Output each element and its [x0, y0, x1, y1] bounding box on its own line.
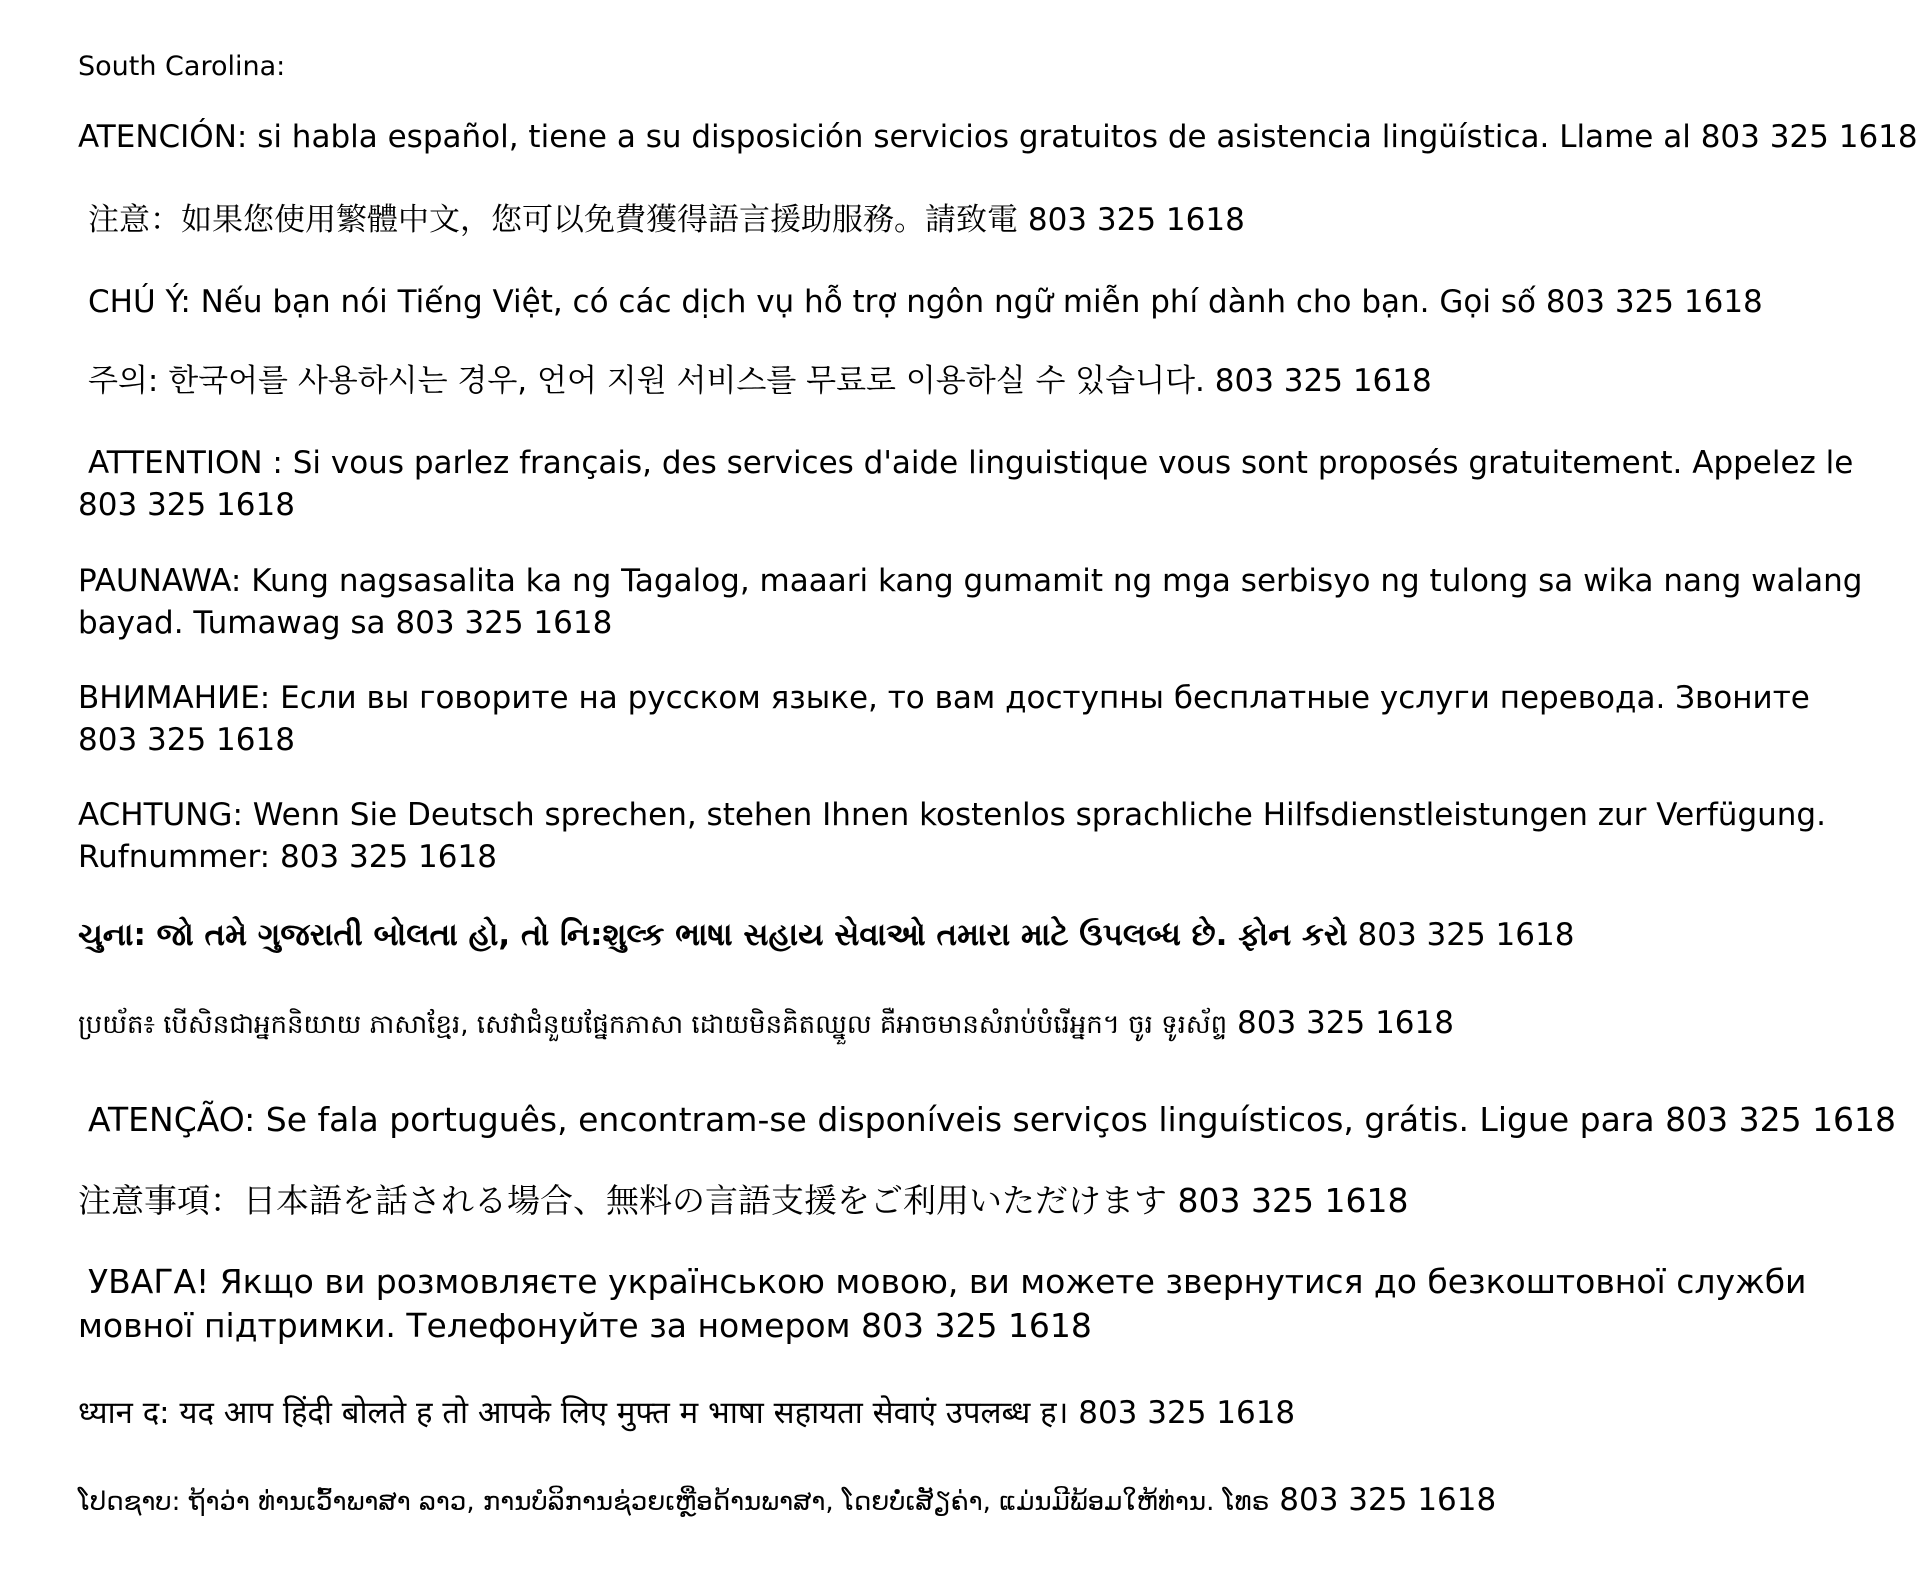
notice-chinese: [78, 199, 1868, 241]
phone-number: 803 325 1618: [78, 487, 295, 523]
notice-text: 주의: 한국어를 사용하시는 경우, 언어 지원 서비스를 무료로 이용하실 수 있습니다.: [88, 363, 1205, 399]
notice-french: [78, 442, 1868, 526]
phone-number: 803 325 1618: [1237, 1005, 1454, 1041]
notice-gujarati: [78, 914, 1868, 956]
notice-khmer: [78, 1002, 1868, 1046]
notice-text: CHÚ Ý: Nếu bạn nói Tiếng Việt, có các dịch vụ hỗ trợ ngôn ngữ miễn phí dành cho bạn. Gọi số: [88, 284, 1536, 320]
notice-text: ध्यान द: यद आप हिंदी बोलते ह तो आपके लिए मुफ्त म भाषा सहायता सेवाएं उपलब्ध ह।: [78, 1395, 1069, 1431]
phone-number: 803 325 1618: [78, 722, 295, 758]
notice-portuguese: [78, 1098, 1897, 1142]
phone-number: 803 325 1618: [1279, 1482, 1497, 1518]
phone-number: 803 325 1618: [1078, 1395, 1296, 1431]
notice-text: ચુના: જો તમે ગુજરાતી બોલતા હો, તો નિ:શુલ્ક ભાષા સહાય સેવાઓ તમારા માટે ઉપલબ્ધ છે. ફોન કરો: [78, 917, 1348, 953]
notice-text: ACHTUNG: Wenn Sie Deutsch sprechen, stehen Ihnen kostenlos sprachliche Hilfsdienstleistungen zur Verfügung. Rufnummer:: [78, 797, 1826, 875]
phone-number: 803 325 1618: [1027, 202, 1245, 238]
notice-german: [78, 794, 1868, 878]
notice-russian: [78, 677, 1868, 761]
notice-text: ATTENTION : Si vous parlez français, des services d'aide linguistique vous sont proposés gratuitement. Appelez le: [88, 445, 1854, 481]
notice-text: ໂປດຊາບ: ຖ້າວ່າ ທ່ານເວົ້າພາສາ ລາວ, ການບໍລິການຊ່ວຍເຫຼືອດ້ານພາສາ, ໂດຍບໍ່ເສັຽຄ່າ, ແມ່ນມີພ້ອມໃຫ້ທ່ານ. ໂທຣ: [78, 1487, 1270, 1517]
notice-japanese: [78, 1179, 1868, 1223]
phone-number: 803 325 1618: [1545, 284, 1763, 320]
notice-text: 注意：如果您使用繁體中文，您可以免費獲得語言援助服務。請致電: [88, 202, 1018, 238]
notice-tagalog: [78, 560, 1868, 644]
phone-number: 803 325 1618: [860, 1306, 1092, 1345]
state-heading: South Carolina:: [78, 51, 286, 82]
phone-number: 803 325 1618: [1177, 1181, 1409, 1220]
phone-number: 803 325 1618: [1214, 363, 1432, 399]
notice-hindi: [78, 1392, 1868, 1434]
phone-number: 803 325 1618: [395, 605, 613, 641]
notice-text: ATENÇÃO: Se fala português, encontram-se disponíveis serviços linguísticos, grátis. Ligue para: [88, 1100, 1655, 1139]
phone-number: 803 325 1618: [1700, 119, 1918, 155]
notice-lao: [78, 1479, 1868, 1523]
notice-text: ATENCIÓN: si habla español, tiene a su disposición servicios gratuitos de asistencia lingüística. Llame al: [78, 119, 1691, 155]
notice-text: 注意事項：日本語を話される場合、無料の言語支援をご利用いただけます: [78, 1181, 1167, 1220]
phone-number: 803 325 1618: [1357, 917, 1575, 953]
phone-number: 803 325 1618: [279, 839, 497, 875]
notice-korean: [78, 360, 1868, 402]
notice-text: ВНИМАНИЕ: Если вы говорите на русском языке, то вам доступны бесплатные услуги перевода. Звоните: [78, 680, 1810, 716]
notice-spanish: [78, 116, 1918, 158]
notice-text: ប្រយ័ត៖ បើសិនជាអ្នកនិយាយ ភាសាខ្មែរ, សេវាជំនួយផ្នែកភាសា ដោយមិនគិតឈ្នួល គឺអាចមានសំរាប់បំរើអ្នក។ ចូរ ទូរស័ព្ទ: [78, 1010, 1228, 1040]
notice-vietnamese: [78, 281, 1868, 323]
notice-text: PAUNAWA: Kung nagsasalita ka ng Tagalog, maaari kang gumamit ng mga serbisyo ng tulong sa wika nang walang bayad. Tumawag sa: [78, 563, 1863, 641]
notice-ukrainian: [78, 1260, 1868, 1348]
notice-text: УВАГА! Якщо ви розмовляєте українською мовою, ви можете звернутися до безкоштовної служби мовної підтримки. Телефонуйте за номером: [78, 1262, 1807, 1345]
phone-number: 803 325 1618: [1665, 1100, 1897, 1139]
